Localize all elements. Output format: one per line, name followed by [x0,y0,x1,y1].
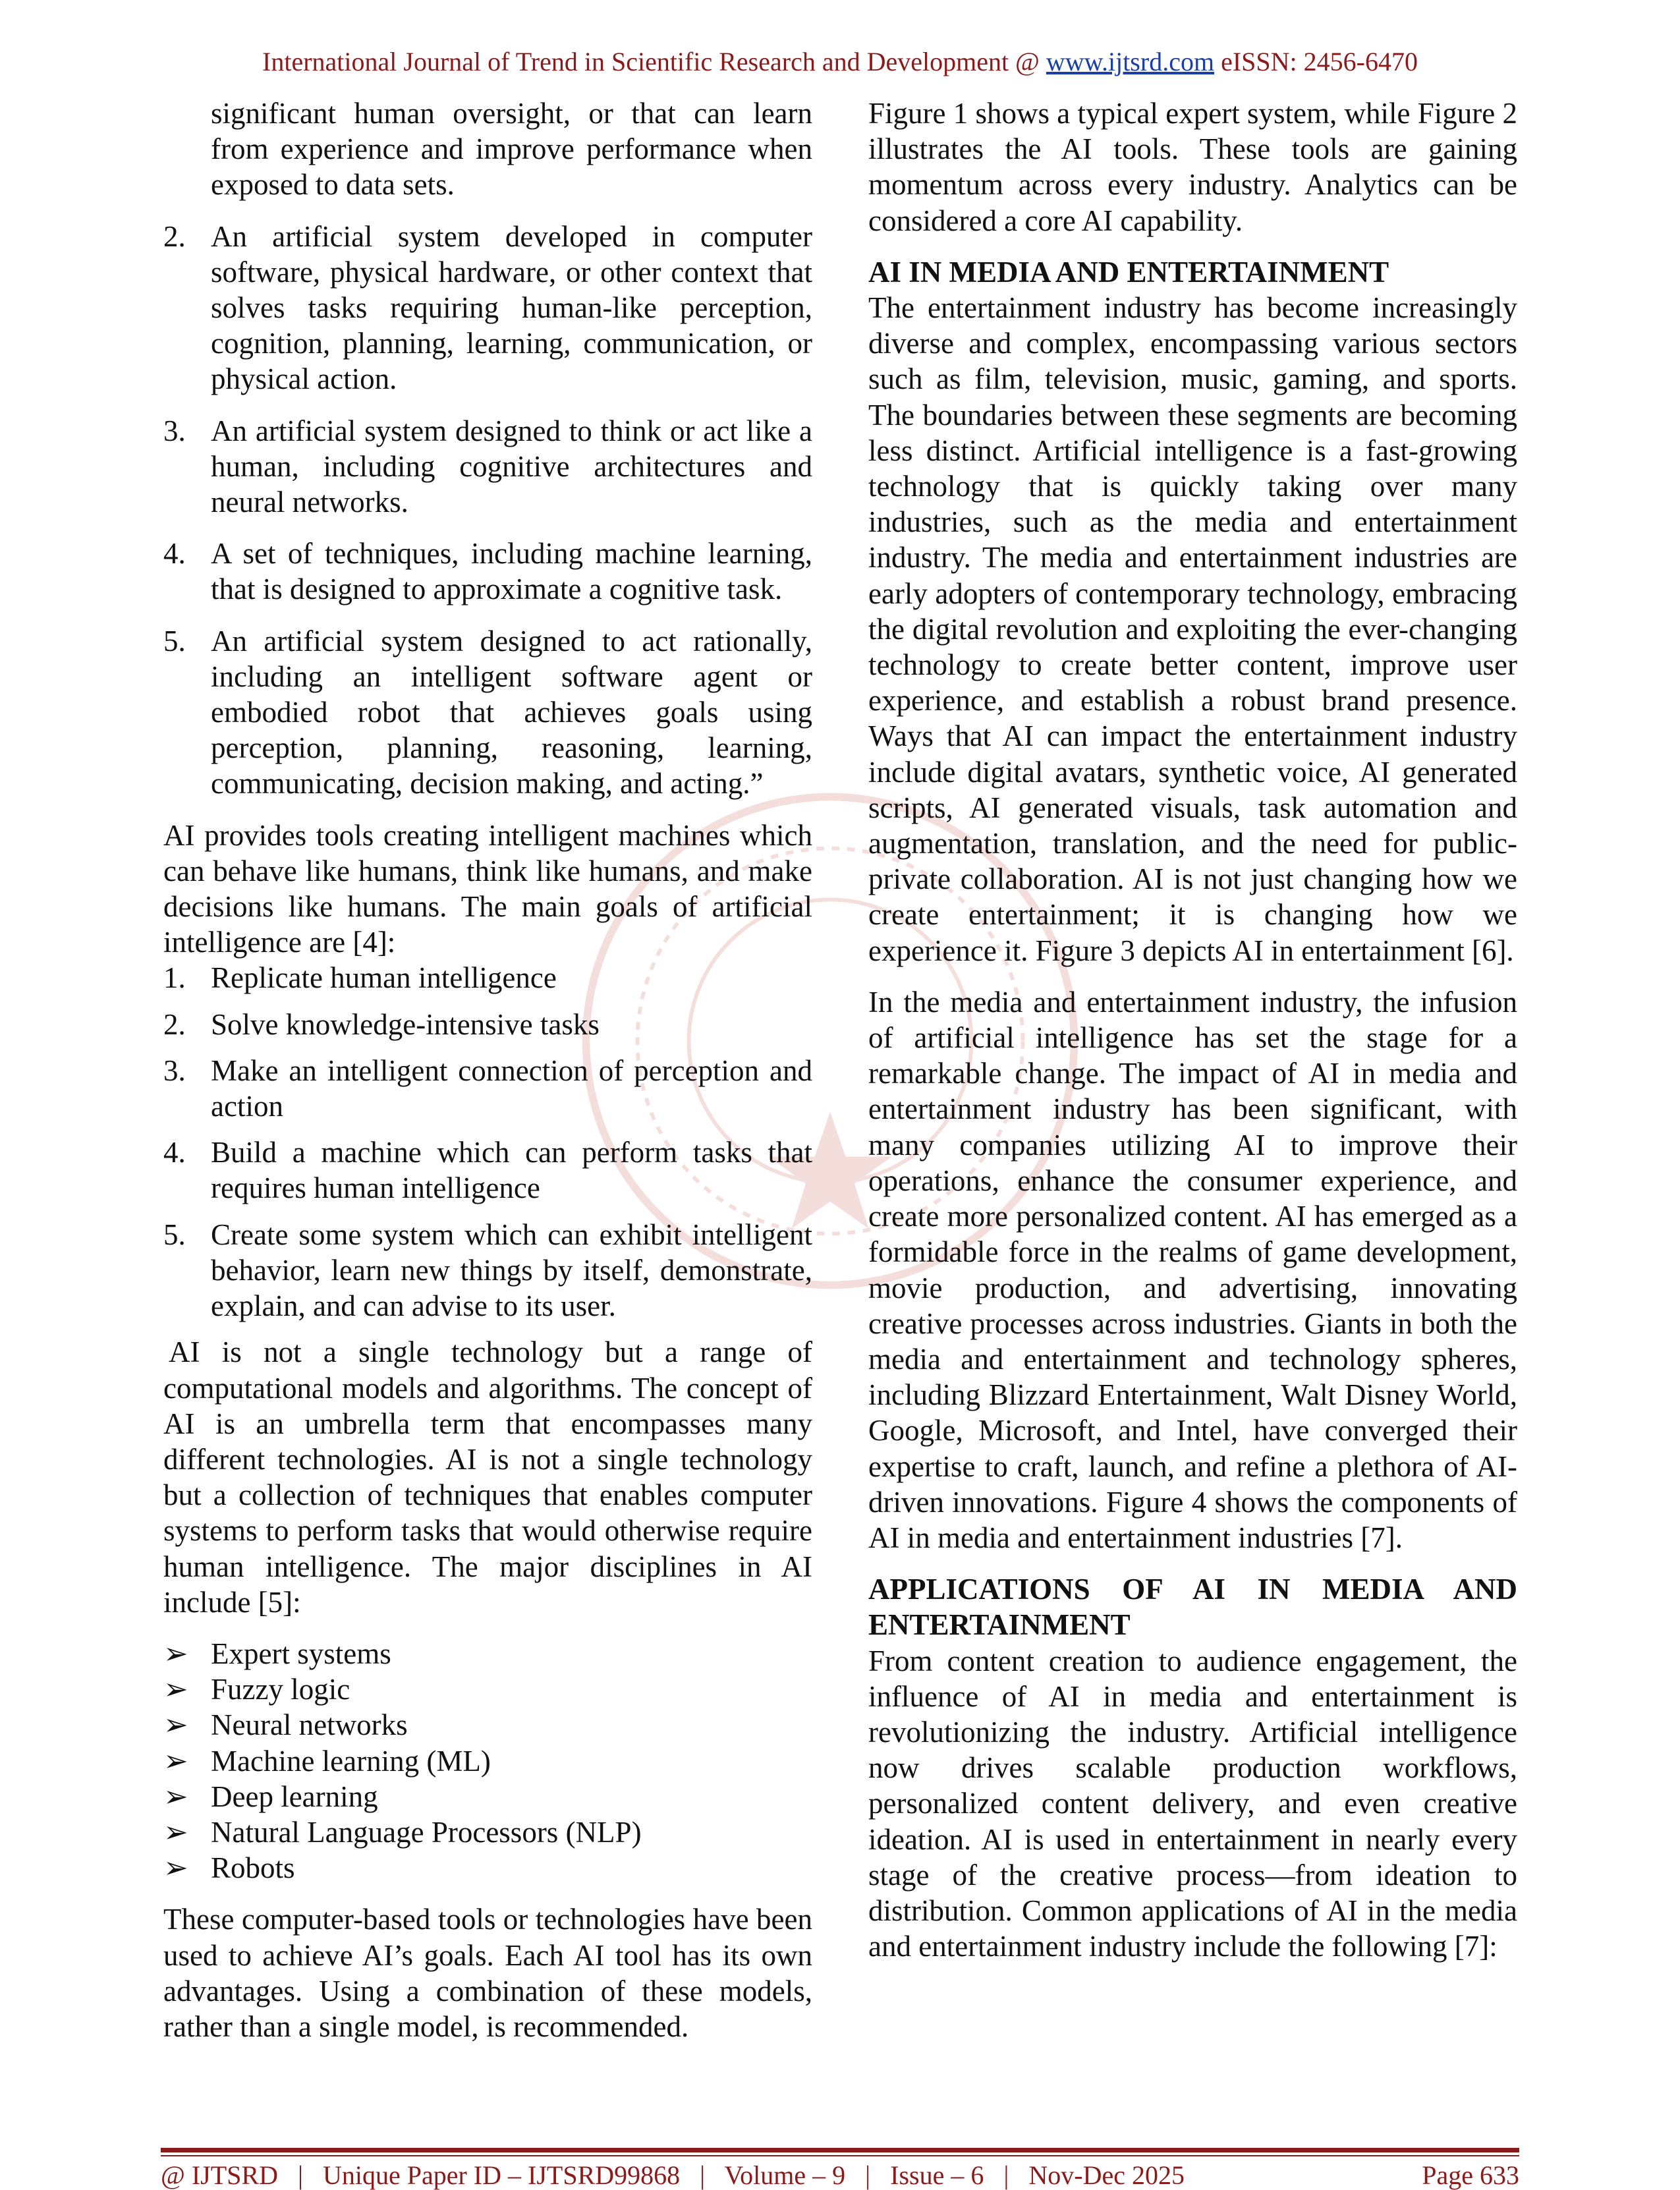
discipline-item [163,1707,812,1743]
discipline-text: Natural Language Processors (NLP) [211,1815,642,1849]
list-text: An artificial system designed to act rationally, including an intelligent software agent or embodied robot that achieves goals using perception, planning, reasoning, learning, communicating, decision making, and acting.” [211,624,812,800]
disciplines-list [163,1636,812,1886]
list-number: 4. [163,1136,186,1169]
discipline-item [163,1636,812,1671]
paragraph: AI provides tools creating intelligent machines which can behave like humans, think like humans, and make decisions like humans. The main goals of artificial intelligence are [4]: [163,818,812,959]
goal-item [163,1135,812,1206]
discipline-text: Deep learning [211,1780,378,1813]
paragraph: These computer-based tools or technologies have been used to achieve AI’s goals. Each AI tool has its own advantages. Using a combination of these models, rather than a single model, is recommended. [163,1903,812,2043]
discipline-item [163,1779,812,1814]
arrow-bullet-icon: ➢ [163,1637,188,1670]
footer-rule [161,2148,1519,2152]
definition-continued [163,96,812,203]
goal-item [163,1007,812,1042]
discipline-item [163,1671,812,1707]
list-text: A set of techniques, including machine learning, that is designed to approximate a cognitive task. [211,537,812,606]
paragraph: In the media and entertainment industry, the infusion of artificial intelligence has set the stage for a remarkable change. The impact of AI in media and entertainment industry has been significant, with many companies utilizing AI to improve their operations, enhance the consumer experience, and create more personalized content. AI has emerged as a formidable force in the realms of game development, movie production, and advertising, innovating creative processes across industries. Giants in both the media and entertainment and technology spheres, including Blizzard Entertainment, Walt Disney World, Google, Microsoft, and Intel, have converged their expertise to craft, launch, and refine a plethora of AI-driven innovations. Figure 4 shows the components of AI in media and entertainment industries [7]. [868,985,1517,1554]
list-number: 1. [163,961,186,995]
arrow-bullet-icon: ➢ [163,1708,188,1742]
arrow-bullet-icon: ➢ [163,1815,188,1849]
paragraph: AI is not a single technology but a range of computational models and algorithms. The concept of AI is an umbrella term that encompasses many different technologies. AI is not a single technology but a collection of techniques that enables computer systems to perform tasks that would otherwise require human intelligence. The major disciplines in AI include [5]: [163,1335,812,1619]
paragraph: From content creation to audience engagement, the influence of AI in media and entertainment is revolutionizing the industry. Artificial intelligence now drives scalable production workflows, personalized content delivery, and even creative ideation. AI is used in entertainment in nearly every stage of the creative process—from ideation to distribution. Common applications of AI in the media and entertainment industry include the following [7]: [868,1644,1517,1963]
goal-item [163,1217,812,1324]
list-text: Solve knowledge-intensive tasks [211,1007,600,1041]
list-text: Build a machine which can perform tasks that requires human intelligence [211,1136,812,1205]
list-number: 4. [163,537,186,571]
definition-item [163,413,812,520]
list-number: 5. [163,624,186,658]
discipline-item [163,1814,812,1850]
arrow-bullet-icon: ➢ [163,1780,188,1813]
discipline-text: Fuzzy logic [211,1673,350,1706]
list-number: 5. [163,1218,186,1251]
list-text: An artificial system developed in computer software, physical hardware, or other context that solves tasks requiring human-like perception, cognition, planning, learning, communication, or physical action. [211,219,812,396]
paragraph: Figure 1 shows a typical expert system, while Figure 2 illustrates the AI tools. These tools are gaining momentum across every industry. Analytics can be considered a core AI capability. [868,97,1517,237]
section-heading-continued: ENTERTAINMENT [868,1608,1131,1642]
list-text: Create some system which can exhibit intelligent behavior, learn new things by itself, demonstrate, explain, and can advise to its user. [211,1218,812,1323]
paragraph: The entertainment industry has become increasingly diverse and complex, encompassing various sectors such as film, television, music, gaming, and sports. The boundaries between these segments are becoming less distinct. Artificial intelligence is a fast-growing technology that is quickly taking over many industries, such as the media and entertainment industry. The media and entertainment industries are early adopters of contemporary technology, embracing the digital revolution and exploiting the ever-changing technology to create better content, improve user experience, and establish a robust brand presence. Ways that AI can impact the entertainment industry include digital avatars, synthetic voice, AI generated scripts, AI generated visuals, task automation and augmentation, translation, and the need for public-private collaboration. AI is not just changing how we create entertainment; it is changing how we experience it. Figure 3 depicts AI in entertainment [6]. [868,291,1517,967]
paragraph: significant human oversight, or that can learn from experience and improve performance when exposed to data sets. [211,97,812,202]
list-number: 2. [163,219,186,253]
section-heading: APPLICATIONS OF AI IN MEDIA AND [868,1573,1517,1606]
page-number: Page 633 [1422,2160,1519,2190]
definitions-list [163,219,812,802]
discipline-item [163,1743,812,1779]
goals-list [163,960,812,1324]
discipline-text: Expert systems [211,1637,391,1670]
discipline-text: Neural networks [211,1708,408,1742]
arrow-bullet-icon: ➢ [163,1673,188,1706]
list-text: An artificial system designed to think or act like a human, including cognitive architectures and neural networks. [211,414,812,519]
footer-citation: @ IJTSRD | Unique Paper ID – IJTSRD99868 | Volume – 9 | Issue – 6 | Nov-Dec 2025 [161,2160,1185,2190]
section-heading: AI IN MEDIA AND ENTERTAINMENT [868,255,1389,289]
list-text: Make an intelligent connection of perception and action [211,1053,812,1123]
issn: eISSN: 2456-6470 [1214,47,1418,76]
running-header [0,46,1680,78]
arrow-bullet-icon: ➢ [163,1851,188,1885]
running-footer [161,2162,1519,2189]
definition-item [163,536,812,607]
goal-item [163,1053,812,1124]
discipline-text: Robots [211,1851,295,1885]
definition-item [163,219,812,397]
journal-name: International Journal of Trend in Scientific Research and Development @ [262,47,1046,76]
discipline-text: Machine learning (ML) [211,1744,491,1778]
list-number: 3. [163,1053,186,1087]
journal-url-link[interactable]: www.ijtsrd.com [1046,47,1215,76]
right-column [868,96,1517,1964]
arrow-bullet-icon: ➢ [163,1744,188,1778]
left-column [163,96,812,2044]
list-text: Replicate human intelligence [211,961,557,995]
list-number: 3. [163,414,186,447]
discipline-item [163,1850,812,1886]
goal-item [163,960,812,996]
footer-rule-thin [161,2155,1519,2156]
definition-item [163,623,812,802]
list-number: 2. [163,1007,186,1041]
